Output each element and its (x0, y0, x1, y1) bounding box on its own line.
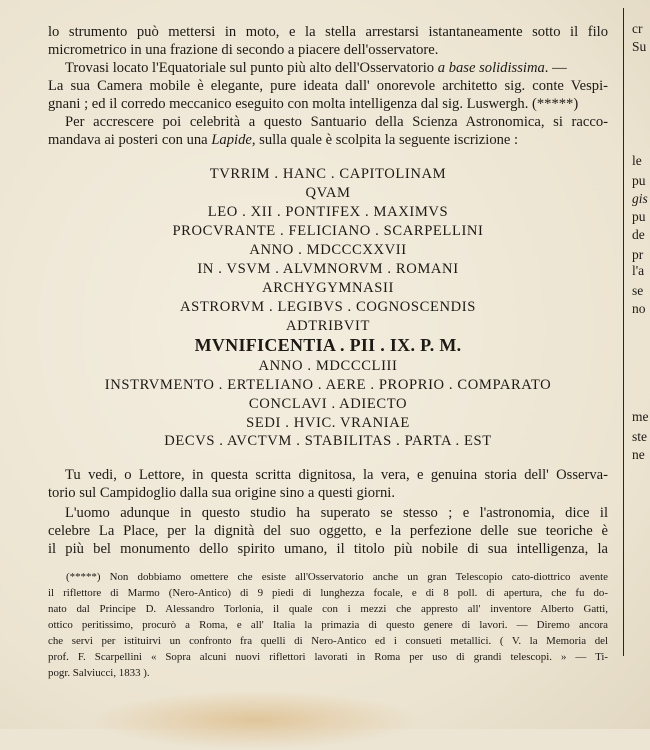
inscription-line: PROCVRANTE . FELICIANO . SCARPELLINI (172, 223, 484, 239)
paragraph-uomo-line: il più bel monumento dello spirito umano, il titolo più nobile di sua intelligenza, la (48, 541, 608, 557)
next-page-fragment: me (632, 409, 649, 424)
inscription-line: CONCLAVI . ADIECTO (248, 396, 408, 412)
paragraph-camera-line: gnani ; ed il corredo meccanico eseguito con molta intelligenza dal sig. Luswergh. (*****) (48, 96, 579, 112)
inscription-line-emphasis: MVNIFICENTIA . PII . IX. P. M. (194, 335, 462, 355)
next-page-fragment: pu (632, 173, 646, 188)
inscription-line: ANNO . MDCCCLIII (258, 358, 398, 374)
next-page-fragment: ste (632, 429, 647, 444)
column-rule (623, 8, 624, 656)
footnote-line: prof. F. Scarpellini « Sopra alcuni nuovi riflettori lavorati in Roma per uso di grandi telescopi. » — Ti- (48, 651, 608, 663)
paragraph-camera-line: Trovasi locato l'Equatoriale sul punto più alto dell'Osservatorio a base solidissima. — (65, 60, 567, 76)
next-page-fragment: pu (632, 209, 646, 224)
next-page-fragment: gis (632, 191, 648, 206)
next-page-fragment: cr (632, 21, 643, 36)
inscription-line: QVAM (305, 185, 351, 201)
next-page-fragment: l'a (632, 263, 645, 278)
footnote-line: che servi per istituirvi un confronto fra quelli di Nero-Antico ed i consueti metallici. ( V. la Memoria del (48, 635, 608, 647)
inscription-line: DECVS . AVCTVM . STABILITAS . PARTA . EST (164, 433, 492, 449)
inscription-line: LEO . XII . PONTIFEX . MAXIMVS (207, 204, 449, 220)
inscription-line: ANNO . MDCCCXXVII (249, 242, 407, 258)
paragraph-lapide-line: Per accrescere poi celebrità a questo Santuario della Scienza Astronomica, si racco- (65, 114, 608, 130)
paragraph-uomo-line: celebre La Place, per la dignità del suo oggetto, e la perfezione delle sue teoriche è (48, 523, 608, 539)
next-page-fragment: le (632, 153, 642, 168)
body-line: lo strumento può mettersi in moto, e la stella arrestarsi istantaneamente sotto il filo (48, 24, 608, 40)
inscription-line: IN . VSVM . ALVMNORVM . ROMANI (197, 261, 459, 277)
inscription-line: SEDI . HVIC. VRANIAE (246, 415, 410, 431)
footnote-line: (*****) Non dobbiamo omettere che esiste all'Osservatorio anche un gran Telescopio cato-diottrico avente (66, 571, 608, 583)
next-page-fragment: se (632, 283, 644, 298)
paragraph-lapide-line: mandava ai posteri con una Lapide, sulla quale è scolpita la seguente iscrizione : (48, 132, 519, 148)
paragraph-uomo-line: L'uomo adunque in questo studio ha superato se stesso ; e l'astronomia, dice il (65, 505, 608, 521)
next-page-fragment: no (632, 301, 646, 316)
next-page-fragment: de (632, 227, 645, 242)
footnote-line: pogr. Salviucci, 1833 ). (48, 667, 150, 679)
paragraph-camera-line: La sua Camera mobile è elegante, pure ideata dall' onorevole architetto sig. conte Vespi- (48, 78, 608, 94)
paragraph-lettore-line: torio sul Campidoglio dalla sua origine sino a questi giorni. (48, 485, 395, 501)
paragraph-lettore-line: Tu vedi, o Lettore, in questa scritta dignitosa, la vera, e genuina storia dell' Osserva- (65, 467, 608, 483)
next-page-fragment: Su (632, 39, 647, 54)
inscription-line: INSTRVMENTO . ERTELIANO . AERE . PROPRIO . COMPARATO (104, 377, 552, 393)
next-page-fragment: pr (632, 247, 644, 262)
next-page-fragment: ne (632, 447, 645, 462)
inscription-line: ASTRORVM . LEGIBVS . COGNOSCENDIS (180, 299, 476, 315)
inscription-line: ARCHYGYMNASII (262, 280, 394, 296)
inscription-line: ADTRIBVIT (285, 318, 371, 334)
footnote-line: ottico peritissimo, procurò a Roma, e all' Italia la primazia di questo genere di lavori. — Diremo ancora (48, 619, 608, 631)
inscription-line: TVRRIM . HANC . CAPITOLINAM (209, 166, 447, 182)
footnote-line: il riflettore di Marmo (Nero-Antico) di 9 piedi di lunghezza focale, e di 8 poll. di apertura, che fu do- (48, 587, 608, 599)
footnote-line: nato dal Principe D. Alessandro Torlonia, il quale con i mezzi che appresto all' inventore Alberto Gatti, (48, 603, 608, 615)
body-line: micrometrico in una frazione di secondo a piacere dell'osservatore. (48, 42, 439, 58)
